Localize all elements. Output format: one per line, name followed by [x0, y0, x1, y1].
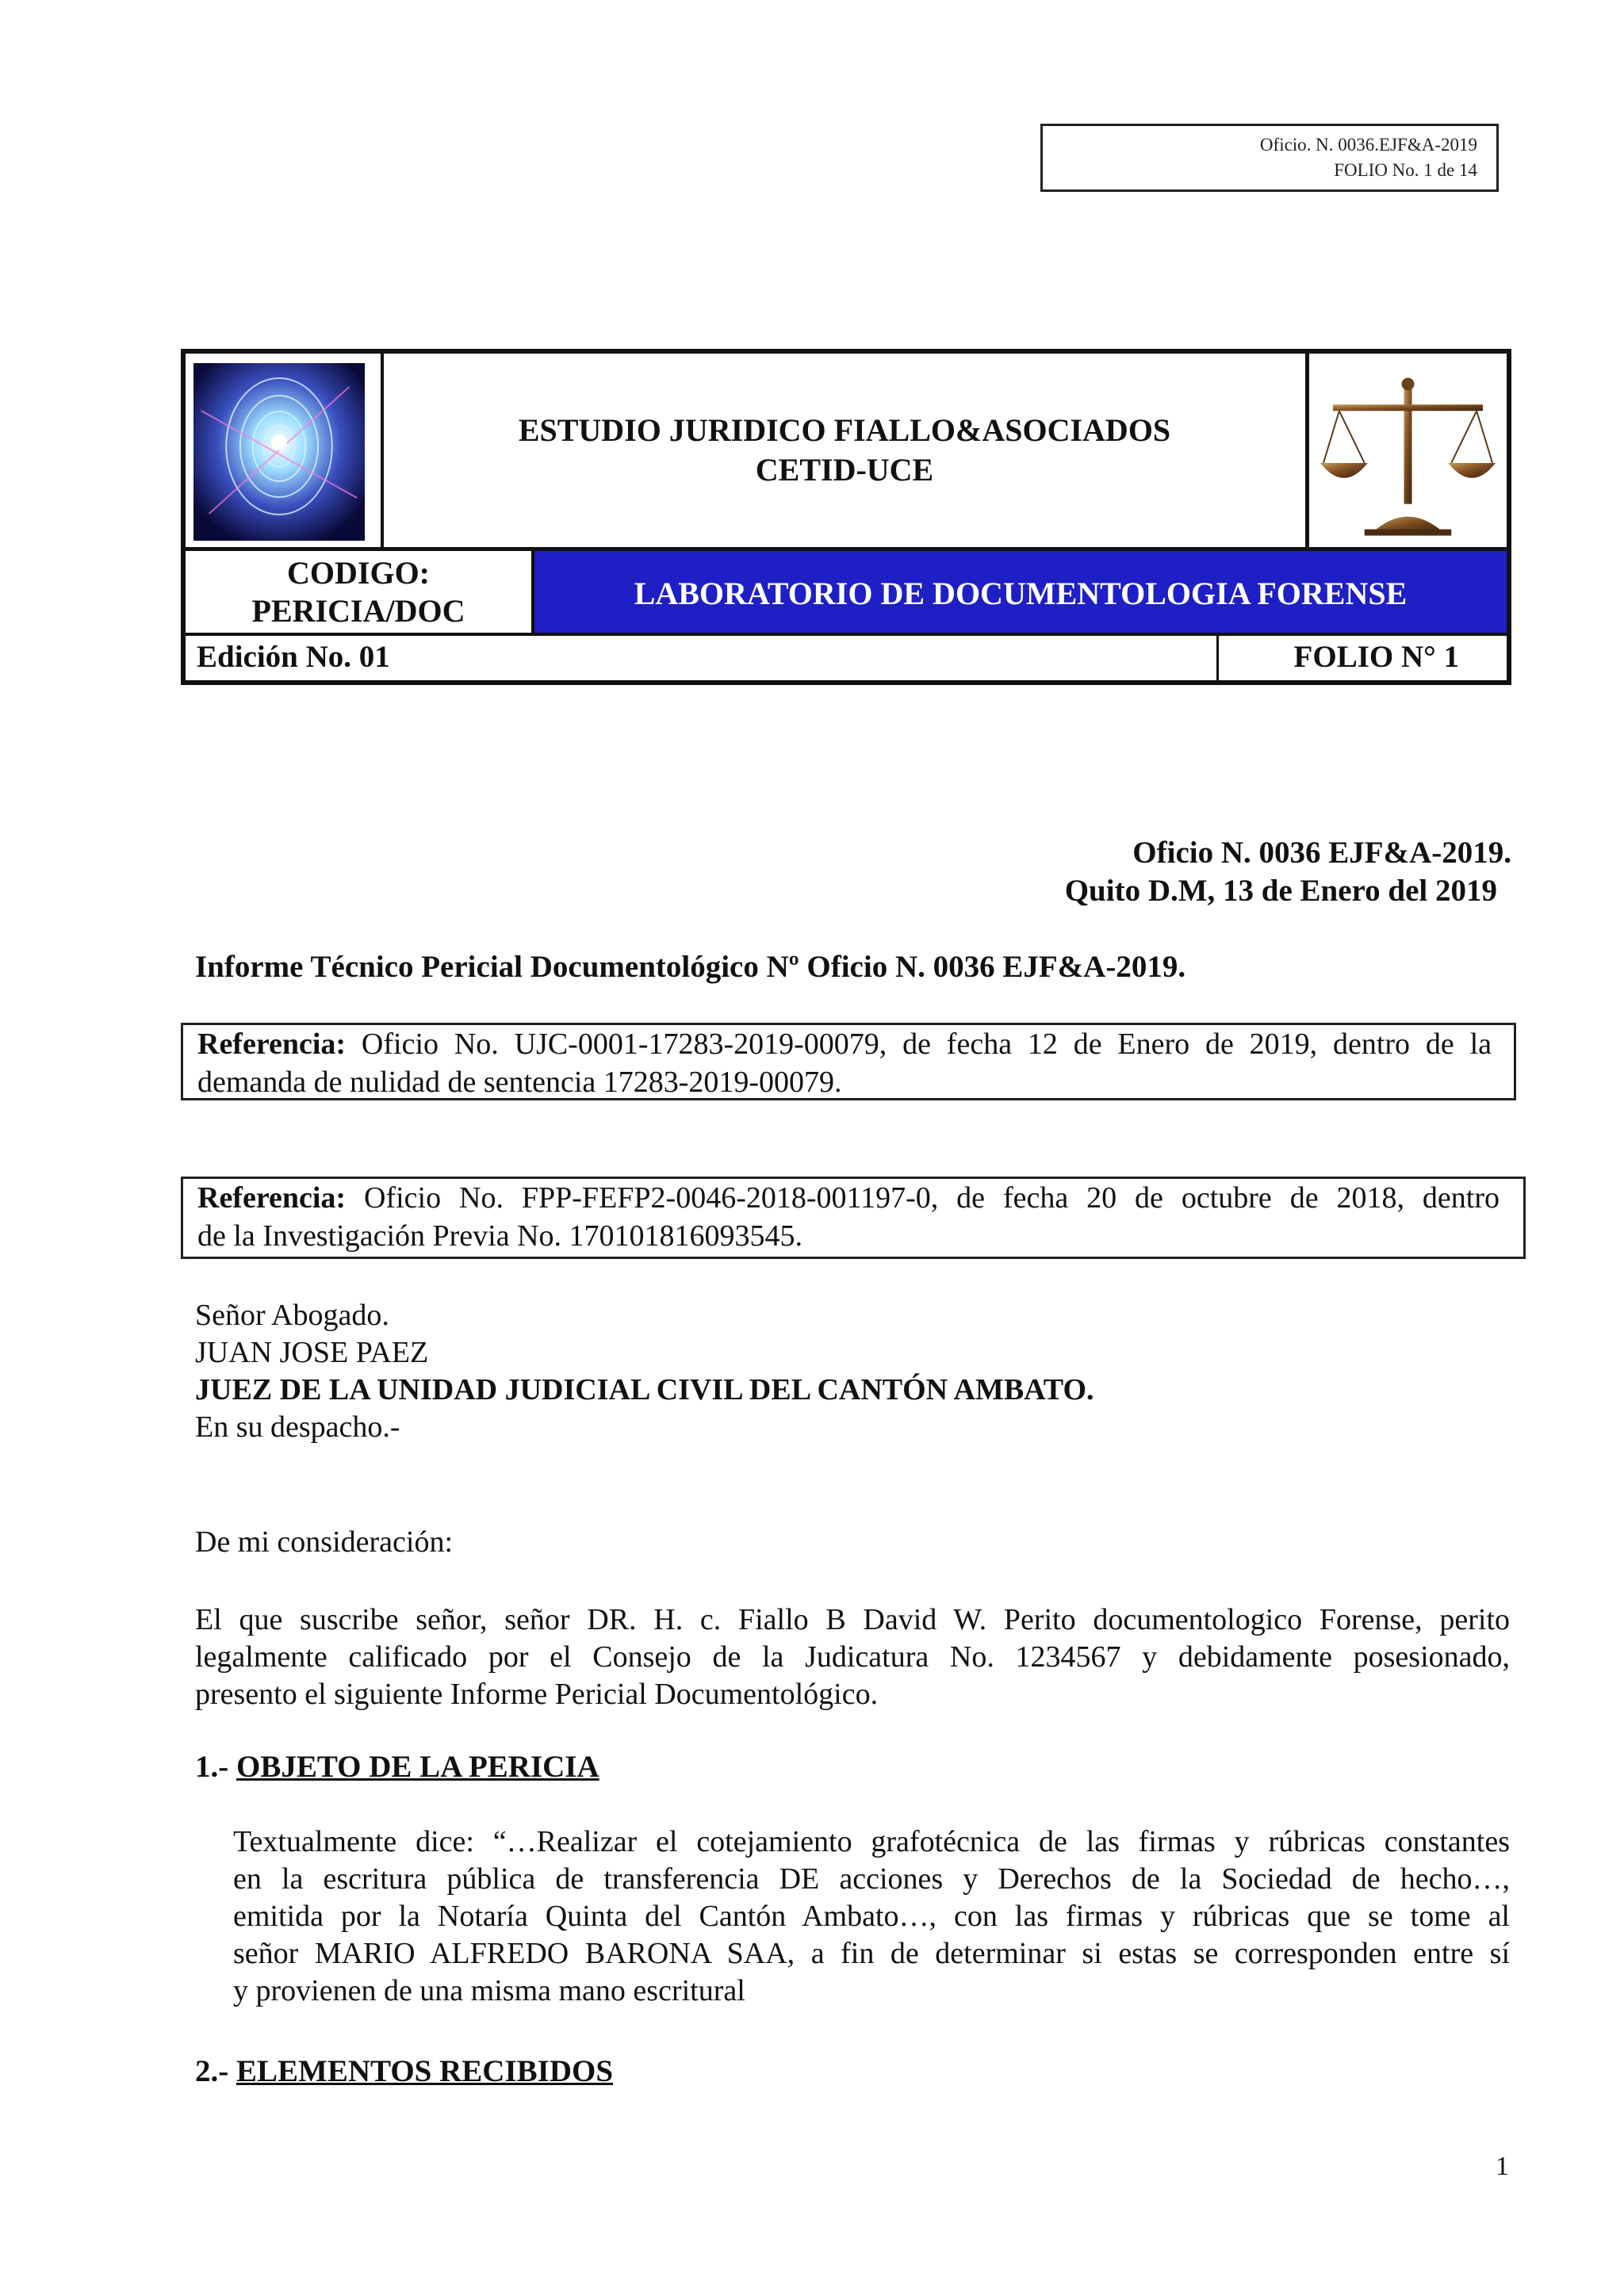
paragraph-line: y provienen de una misma mano escritural	[233, 1974, 745, 2007]
addressee-name: JUAN JOSE PAEZ	[195, 1336, 429, 1369]
reference-text-continued: de la Investigación Previa No. 170101816093545.	[197, 1219, 803, 1253]
document-reference-box	[1040, 124, 1499, 192]
firm-subtitle: CETID-UCE	[755, 452, 934, 488]
laboratory-title: LABORATORIO DE DOCUMENTOLOGIA FORENSE	[534, 547, 1507, 633]
codigo-block	[186, 547, 534, 633]
page-number: 1	[1496, 2152, 1509, 2181]
oficio-number: Oficio N. 0036 EJF&A-2019.	[1132, 836, 1511, 870]
codigo-label: CODIGO:	[287, 555, 430, 591]
section-title: ELEMENTOS RECIBIDOS	[236, 2054, 614, 2088]
paragraph-line: El que suscribe señor, señor DR. H. c. Fiallo B David W. Perito documentologico Forense, perito	[195, 1603, 1510, 1636]
reference-folio: FOLIO No. 1 de 14	[1334, 160, 1477, 180]
paragraph-line: señor MARIO ALFREDO BARONA SAA, a fin de determinar si estas se corresponden entre sí	[233, 1937, 1510, 1970]
addressee-closing: En su despacho.-	[195, 1410, 400, 1444]
reference-label: Referencia:	[197, 1181, 347, 1215]
paragraph-line: emitida por la Notaría Quinta del Cantón Ambato…, con las firmas y rúbricas que se tome al	[233, 1900, 1510, 1933]
greeting: De mi consideración:	[195, 1525, 454, 1559]
scales-of-justice-icon	[1305, 354, 1507, 547]
fingerprint-icon	[186, 354, 384, 547]
section-number: 1.-	[195, 1750, 229, 1784]
reference-label: Referencia:	[197, 1027, 347, 1061]
reference-text: Oficio No. FPP-FEFP2-0046-2018-001197-0, de fecha 20 de octubre de 2018, dentro	[364, 1181, 1500, 1215]
addressee-salutation: Señor Abogado.	[195, 1299, 389, 1332]
letterhead-table	[181, 349, 1511, 685]
codigo-value: PERICIA/DOC	[251, 593, 465, 629]
oficio-date: Quito D.M, 13 de Enero del 2019	[1064, 874, 1497, 908]
reference-box-1	[181, 1023, 1516, 1100]
firm-title-block	[384, 354, 1305, 547]
intro-paragraph	[195, 1601, 1510, 1713]
addressee-title: JUEZ DE LA UNIDAD JUDICIAL CIVIL DEL CANTÓN AMBATO.	[195, 1373, 1094, 1406]
paragraph-line: Textualmente dice: “…Realizar el cotejamiento grafotécnica de las firmas y rúbricas constantes	[233, 1825, 1510, 1858]
firm-name: ESTUDIO JURIDICO FIALLO&ASOCIADOS	[518, 412, 1171, 448]
section-title: OBJETO DE LA PERICIA	[236, 1750, 599, 1784]
section-number: 2.-	[195, 2054, 229, 2088]
reference-text-continued: demanda de nulidad de sentencia 17283-2019-00079.	[197, 1066, 842, 1099]
addressee-block	[195, 1297, 1094, 1446]
paragraph-line: legalmente calificado por el Consejo de la Judicatura No. 1234567 y debidamente posesionado,	[195, 1640, 1510, 1674]
edition-number: Edición No. 01	[186, 633, 1216, 680]
section-heading-2	[195, 2053, 613, 2089]
section-1-paragraph	[233, 1823, 1510, 2010]
report-title: Informe Técnico Pericial Documentológico Nº Oficio N. 0036 EJF&A-2019.	[195, 950, 1186, 984]
reference-text: Oficio No. UJC-0001-17283-2019-00079, de fecha 12 de Enero de 2019, dentro de la	[361, 1027, 1492, 1061]
paragraph-line: presento el siguiente Informe Pericial Documentológico.	[195, 1678, 879, 1711]
folio-number: FOLIO N° 1	[1216, 633, 1507, 680]
reference-oficio-number: Oficio. N. 0036.EJF&A-2019	[1259, 135, 1477, 155]
reference-box-2	[181, 1177, 1526, 1259]
reference-line	[197, 1025, 1492, 1063]
paragraph-line: en la escritura pública de transferencia DE acciones y Derechos de la Sociedad de hecho…,	[233, 1862, 1510, 1896]
section-heading-1	[195, 1749, 599, 1785]
reference-line	[197, 1179, 1500, 1217]
